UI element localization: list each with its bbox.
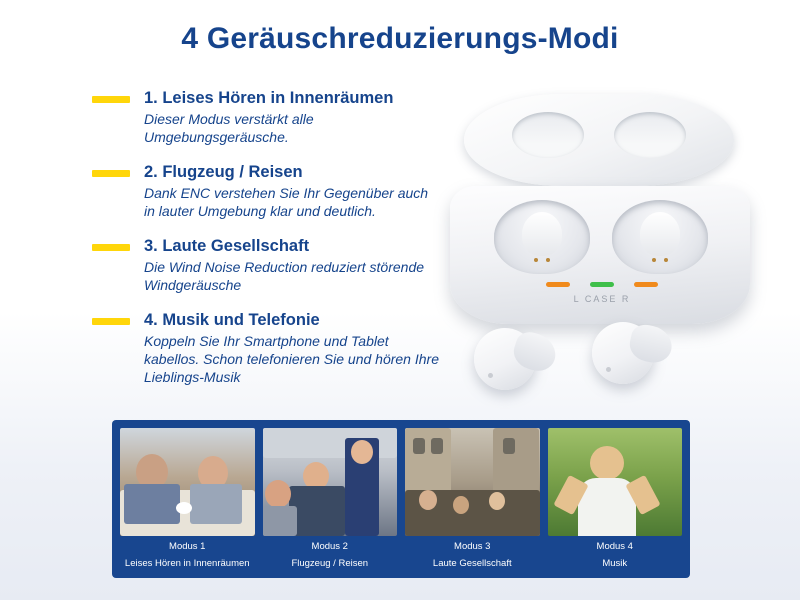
person-head <box>453 496 469 514</box>
dash-marker-icon <box>92 318 130 325</box>
mode-card <box>548 428 683 570</box>
window <box>413 438 425 454</box>
building <box>493 428 539 498</box>
feature-item <box>92 88 442 146</box>
charging-contact-icon <box>652 258 656 262</box>
mode-title: Modus 3 <box>454 541 491 552</box>
led-case-icon <box>590 282 614 287</box>
person-head <box>489 492 505 510</box>
status-led-row <box>546 282 658 287</box>
earbud-stem-icon <box>627 322 676 366</box>
person-head <box>590 446 624 480</box>
earbud-tip-icon <box>640 212 680 256</box>
feature-body: Die Wind Noise Reduction reduziert störende Windgeräusche <box>144 259 425 293</box>
earbud-tip-icon <box>522 212 562 256</box>
dash-marker-icon <box>92 244 130 251</box>
mode-thumbnail-4 <box>548 428 683 536</box>
lid-recess-right <box>614 112 686 158</box>
dash-marker-icon <box>92 96 130 103</box>
mode-strip <box>112 420 690 578</box>
led-right-icon <box>634 282 658 287</box>
mode-card <box>263 428 398 570</box>
person-head <box>419 490 437 510</box>
charging-contact-icon <box>534 258 538 262</box>
feature-heading: 3. Laute Gesellschaft <box>144 237 310 255</box>
mode-title: Modus 2 <box>311 541 348 552</box>
feature-body: Koppeln Sie Ihr Smartphone und Tablet kabellos. Schon telefonieren Sie und hören Ihre Lieblings-Musik <box>144 333 439 385</box>
mode-title: Modus 4 <box>596 541 633 552</box>
page-title: 4 Geräuschreduzierungs-Modi <box>181 22 619 55</box>
feature-item <box>92 236 442 294</box>
person-body <box>190 484 242 524</box>
feature-heading: 4. Musik und Telefonie <box>144 311 320 329</box>
feature-item <box>92 162 442 220</box>
mode-thumbnail-3 <box>405 428 540 536</box>
earbud-left-in-case <box>494 200 590 274</box>
lid-recess-left <box>512 112 584 158</box>
earbud-stem-icon <box>509 328 560 375</box>
mode-thumbnail-1 <box>120 428 255 536</box>
person-head <box>265 480 291 508</box>
feature-item <box>92 310 442 386</box>
window <box>431 438 443 454</box>
feature-list <box>92 88 442 402</box>
feature-heading: 2. Flugzeug / Reisen <box>144 163 303 181</box>
charging-contact-icon <box>546 258 550 262</box>
mode-thumbnail-2 <box>263 428 398 536</box>
earbud-right-in-case <box>612 200 708 274</box>
dash-marker-icon <box>92 170 130 177</box>
feature-body: Dank ENC verstehen Sie Ihr Gegenüber auch in lauter Umgebung klar und deutlich. <box>144 185 429 219</box>
window <box>503 438 515 454</box>
feature-heading: 1. Leises Hören in Innenräumen <box>144 89 394 107</box>
mode-card <box>405 428 540 570</box>
charging-case-base <box>450 186 750 324</box>
mode-subtitle: Leises Hören in Innenräumen <box>124 558 250 569</box>
mode-title: Modus 1 <box>169 541 206 552</box>
person-body <box>124 484 180 524</box>
microphone-dot-icon <box>606 367 611 372</box>
earbud-loose-right <box>592 322 654 384</box>
product-photo <box>442 86 772 416</box>
building <box>405 428 451 498</box>
mode-subtitle: Musik <box>602 558 628 569</box>
mode-card <box>120 428 255 570</box>
earbud-loose-left <box>474 328 536 390</box>
mode-subtitle: Flugzeug / Reisen <box>291 558 369 569</box>
feature-body: Dieser Modus verstärkt alle Umgebungsgeräusche. <box>144 111 314 145</box>
person-head <box>351 440 373 464</box>
person-body <box>263 506 297 536</box>
mode-subtitle: Laute Gesellschaft <box>432 558 512 569</box>
led-left-icon <box>546 282 570 287</box>
charging-case-lid <box>464 94 734 186</box>
microphone-dot-icon <box>488 373 493 378</box>
charging-contact-icon <box>664 258 668 262</box>
cup-icon <box>176 502 192 514</box>
person-body <box>289 486 345 536</box>
case-label: L CASE R <box>573 294 631 304</box>
